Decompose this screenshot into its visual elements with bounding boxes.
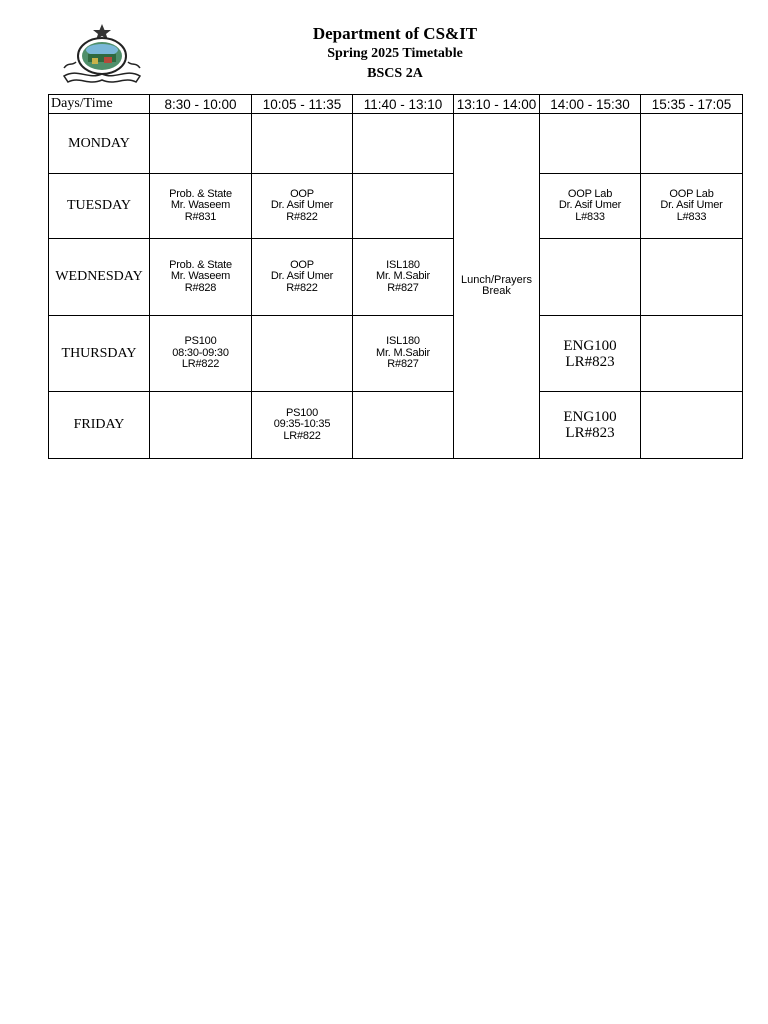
class-cell (252, 174, 353, 239)
lunch-label: Lunch/Prayers (461, 273, 532, 286)
class-cell (540, 174, 641, 239)
class-cell (540, 316, 641, 392)
empty-cell (641, 316, 743, 392)
monday-row (49, 114, 743, 174)
class-cell (353, 316, 454, 392)
tuesday-row (49, 174, 743, 239)
room: R#828 (184, 281, 217, 294)
wednesday-row (49, 239, 743, 316)
class-cell (252, 392, 353, 459)
day-thursday: THURSDAY (49, 316, 150, 392)
room: R#822 (286, 210, 318, 223)
break-label: Break (482, 285, 511, 297)
room: LR#823 (565, 353, 615, 370)
instructor: Mr. M.Sabir (375, 270, 431, 283)
class-cell (252, 239, 353, 316)
course-name: ENG100 (563, 337, 617, 354)
day-monday: MONDAY (49, 114, 150, 174)
lunch-break-cell (454, 114, 540, 459)
course-name: ISL180 (386, 258, 420, 271)
class-time: 09:35-10:35 (273, 418, 331, 431)
course-name: OOP (290, 258, 314, 271)
course-name: ENG100 (563, 409, 617, 425)
empty-cell (252, 114, 353, 174)
empty-cell (353, 392, 454, 459)
time-slot-5: 14:00 - 15:30 (540, 95, 641, 114)
empty-cell (150, 392, 252, 459)
empty-cell (150, 114, 252, 174)
empty-cell (353, 174, 454, 239)
friday-row (49, 392, 743, 459)
room: L#833 (676, 210, 707, 223)
time-slot-3: 11:40 - 13:10 (353, 95, 454, 114)
room: L#833 (575, 210, 605, 223)
room: LR#823 (565, 425, 615, 441)
course-name: Prob. & State (169, 258, 232, 271)
course-name: PS100 (285, 406, 319, 419)
empty-cell (353, 114, 454, 174)
corner-cell: Days/Time (49, 95, 150, 114)
instructor: Mr. Waseem (170, 270, 231, 283)
empty-cell (540, 239, 641, 316)
instructor: Dr. Asif Umer (270, 270, 334, 283)
class-cell (150, 239, 252, 316)
empty-cell (641, 392, 743, 459)
instructor: Mr. M.Sabir (375, 346, 431, 359)
class-cell (353, 239, 454, 316)
class-cell (641, 174, 743, 239)
instructor: Mr. Waseem (170, 199, 231, 212)
class-time: 08:30-09:30 (172, 346, 229, 359)
section-title: BSCS 2A (367, 66, 423, 81)
instructor: Dr. Asif Umer (558, 199, 622, 212)
instructor: Dr. Asif Umer (660, 199, 723, 212)
day-wednesday: WEDNESDAY (49, 239, 150, 316)
time-slot-2: 10:05 - 11:35 (252, 95, 353, 114)
class-cell (150, 316, 252, 392)
room: R#822 (286, 281, 318, 294)
empty-cell (252, 316, 353, 392)
room: R#827 (387, 281, 419, 294)
course-name: OOP Lab (567, 187, 613, 200)
class-cell (540, 392, 641, 459)
university-crest-icon (58, 22, 146, 88)
day-tuesday: TUESDAY (49, 174, 150, 239)
class-cell (150, 174, 252, 239)
room: LR#822 (283, 429, 321, 442)
course-name: Prob. & State (169, 187, 232, 200)
course-name: ISL180 (386, 335, 420, 348)
time-slot-1: 8:30 - 10:00 (150, 95, 252, 114)
room: R#827 (387, 358, 419, 371)
time-slot-6: 15:35 - 17:05 (641, 95, 743, 114)
course-name: OOP Lab (669, 187, 714, 200)
thursday-row (49, 316, 743, 392)
empty-cell (641, 114, 743, 174)
empty-cell (641, 239, 743, 316)
room: R#831 (184, 210, 217, 223)
semester-title: Spring 2025 Timetable (327, 46, 463, 61)
header-row (49, 95, 743, 114)
department-title: Department of CS&IT (312, 24, 478, 43)
time-slot-4: 13:10 - 14:00 (454, 95, 540, 114)
empty-cell (540, 114, 641, 174)
course-name: OOP (290, 187, 314, 200)
room: LR#822 (181, 358, 220, 371)
course-name: PS100 (184, 335, 217, 348)
instructor: Dr. Asif Umer (270, 199, 334, 212)
timetable-grid (48, 94, 743, 459)
day-friday: FRIDAY (49, 392, 150, 459)
